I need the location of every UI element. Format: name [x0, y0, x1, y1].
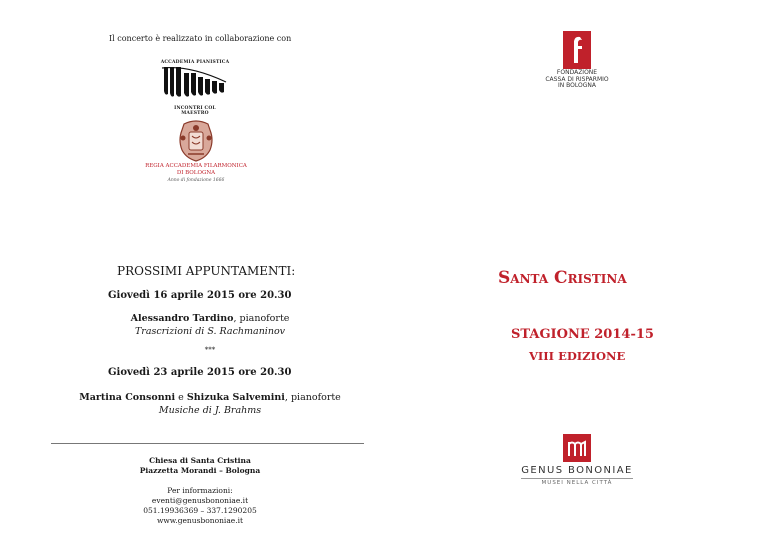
genus-bononiae-tagline: MUSEI NELLA CITTÀ [541, 480, 613, 486]
info-label: Per informazioni: [167, 486, 233, 495]
accademia-pianistica-bottom-text: INCONTRI COL MAESTRO [174, 106, 216, 116]
collab-text: Il concerto è realizzato in collaborazione con [109, 34, 292, 43]
fondazione-line1: FONDAZIONE [556, 69, 598, 76]
venue-line1: Chiesa di Santa Cristina [149, 456, 251, 465]
contact-info [100, 486, 300, 526]
season-label: STAGIONE 2014-15 [511, 327, 654, 342]
filarmonica-crest-icon [176, 120, 216, 162]
genus-bononiae-name: GENUS BONONIAE [521, 465, 633, 476]
event-1-performer [120, 313, 300, 324]
fondazione-name [525, 70, 629, 90]
accademia-pianistica-logo [160, 60, 230, 115]
filarmonica-name [140, 163, 252, 184]
divider [51, 443, 364, 444]
info-phone: 051.19936369 – 337.1290205 [143, 506, 257, 515]
event-1-program: Trascrizioni di S. Rachmaninov [134, 326, 286, 337]
fondazione-line2: CASSA DI RISPARMIO [545, 75, 609, 83]
fondazione-logo-icon [563, 31, 591, 69]
filarmonica-line3: Anno di fondazione 1666 [167, 178, 225, 183]
prossimi-title: PROSSIMI APPUNTAMENTI: [117, 264, 296, 278]
event-2-performer-name-1: Martina Consonni [79, 392, 176, 403]
venue-line2: Piazzetta Morandi – Bologna [139, 466, 261, 475]
piano-keys-icon [160, 65, 230, 99]
event-separator: *** [204, 346, 216, 354]
genus-bononiae-logo-icon [563, 434, 591, 462]
info-website[interactable]: www.genusbononiae.it [156, 516, 244, 525]
event-2-conjunction: e [175, 392, 187, 403]
event-title: Santa Cristina [498, 268, 627, 288]
event-2-date: Giovedì 23 aprile 2015 ore 20.30 [108, 367, 292, 378]
filarmonica-line1: REGIA ACCADEMIA FILARMONICA [145, 163, 247, 169]
event-2-performer-role: , pianoforte [284, 392, 341, 403]
filarmonica-line2: DI BOLOGNA [176, 170, 216, 176]
genus-divider [521, 478, 633, 479]
info-email[interactable]: eventi@genusbononiae.it [151, 496, 249, 505]
event-1-performer-role: , pianoforte [233, 313, 290, 324]
venue [100, 456, 300, 476]
edition-label: VIII EDIZIONE [529, 349, 626, 363]
event-2-performer-name-2: Shizuka Salvemini [186, 392, 285, 403]
fondazione-line3: IN BOLOGNA [558, 82, 596, 89]
event-2-program: Musiche di J. Brahms [158, 405, 262, 416]
event-1-date: Giovedì 16 aprile 2015 ore 20.30 [108, 290, 292, 301]
accademia-pianistica-top-text: ACCADEMIA PIANISTICA [160, 60, 230, 65]
event-1-performer-name: Alessandro Tardino [130, 313, 234, 324]
event-2-performers [50, 392, 370, 403]
